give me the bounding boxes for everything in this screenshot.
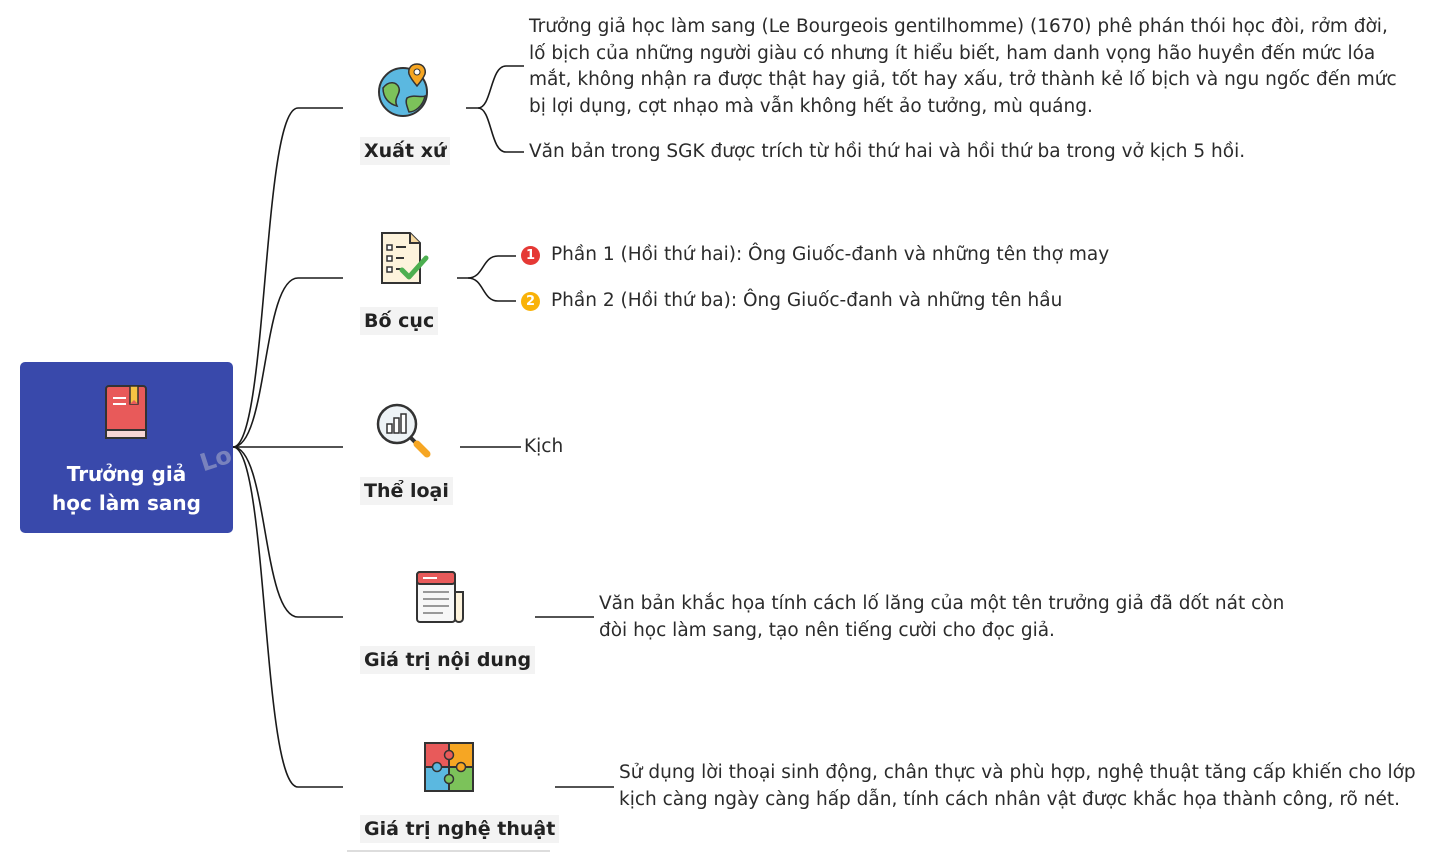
connector-xuat-xu-leaf-1 — [466, 66, 524, 108]
connector-bo-cuc-leaf-1 — [457, 256, 516, 278]
leaf-bo-cuc-1: Phần 1 (Hồi thứ hai): Ông Giuốc-đanh và những tên thợ may — [551, 244, 1110, 265]
leaf-bo-cuc-2: Phần 2 (Hồi thứ ba): Ông Giuốc-đanh và những tên hầu — [551, 290, 1063, 311]
connector-root-noi-dung — [233, 447, 343, 617]
leaf-the-loai-1: Kịch — [524, 436, 564, 457]
number-badge-1: 1 — [521, 246, 540, 265]
number-badge-2: 2 — [521, 292, 540, 311]
root-node[interactable] — [20, 362, 236, 533]
branch-label-noi-dung[interactable]: Giá trị nội dung — [360, 646, 535, 674]
connector-root-bo-cuc — [233, 278, 343, 447]
branch-label-the-loai[interactable]: Thể loại — [360, 477, 453, 505]
newspaper-icon — [413, 570, 469, 626]
leaf-noi-dung-1: Văn bản khắc họa tính cách lố lăng của một tên trưởng giả đã dốt nát còn đòi học làm sang, tạo nên tiếng cười cho đọc giả. — [599, 593, 1285, 641]
leaf-xuat-xu-1: Trưởng giả học làm sang (Le Bourgeois gentilhomme) (1670) phê phán thói học đòi, rởm đời, lố bịch của những người giàu có nhưng ít hiểu biết, ham danh vọng hão huyền đến mức lóa mắt, không nhận ra được thật hay giả, tốt hay xấu, trở thành kẻ lố bịch và ngu ngốc đến mức bị lợi dụng, cợt nhạo mà vẫn không hết ảo tưởng, mù quáng. — [529, 16, 1397, 117]
branch-label-xuat-xu[interactable]: Xuất xứ — [360, 137, 450, 165]
watermark: Lo — [196, 440, 236, 478]
book-icon — [104, 384, 150, 442]
leaf-xuat-xu-2: Văn bản trong SGK được trích từ hồi thứ hai và hồi thứ ba trong vở kịch 5 hồi. — [529, 141, 1246, 162]
magnifier-chart-icon — [375, 402, 431, 458]
puzzle-icon — [421, 740, 477, 796]
leaf-nghe-thuat-1: Sử dụng lời thoại sinh động, chân thực và phù hợp, nghệ thuật tăng cấp khiến cho lớp kịch càng ngày càng hấp dẫn, tính cách nhân vật được khắc họa thành công, rõ nét. — [619, 762, 1416, 810]
root-title: Trưởng giả học làm sang — [52, 462, 201, 515]
branch-label-nghe-thuat[interactable]: Giá trị nghệ thuật — [360, 815, 559, 843]
checklist-icon — [374, 230, 430, 286]
connector-xuat-xu-leaf-2 — [478, 108, 524, 152]
globe-location-icon — [375, 62, 431, 118]
connector-bo-cuc-leaf-2 — [468, 278, 516, 301]
branch-label-bo-cuc[interactable]: Bố cục — [360, 307, 438, 335]
